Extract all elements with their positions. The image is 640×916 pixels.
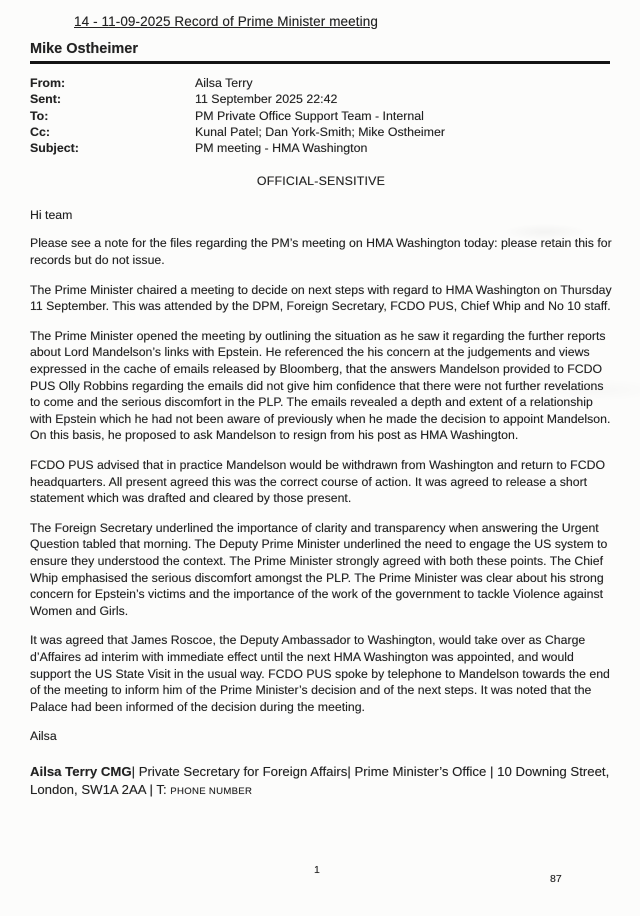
email-signature — [30, 763, 612, 800]
email-header — [30, 75, 612, 156]
classification-banner: OFFICIAL-SENSITIVE — [256, 174, 386, 189]
cc-label: Cc: — [30, 124, 50, 139]
page-title: 14 - 11-09-2025 Record of Prime Minister meeting — [74, 14, 378, 29]
body-paragraph: FCDO PUS advised that in practice Mandelson would be withdrawn from Washington and return to FCDO headquarters. All present agreed this was the correct course of action. It was agreed to release a short statement which was drafted and cleared by those present. — [30, 458, 606, 506]
subject-label: Subject: — [30, 141, 79, 156]
cc-value: Kunal Patel; Dan York-Smith; Mike Ostheimer — [195, 124, 445, 139]
sent-label: Sent: — [30, 92, 61, 107]
email-header-row-to — [30, 108, 612, 124]
email-body — [30, 235, 612, 715]
signature-name: Ailsa Terry CMG — [30, 764, 132, 780]
corner-disclosure-number: 87 — [550, 873, 562, 885]
email-header-row-from — [30, 75, 612, 91]
mailbox-owner-name: Mike Ostheimer — [30, 41, 610, 64]
email-header-row-cc — [30, 124, 612, 140]
body-paragraph: The Prime Minister opened the meeting by outlining the situation as he saw it regarding the further reports about Lord Mandelson’s links with Epstein. He referenced the his concern at the judgements and views expressed in the cache of emails released by Bloomberg, that the answers Mandelson provided to FCDO PUS Olly Robbins regarding the emails did not give him confidence that there were not further revelations to come and the serious discomfort in the PLP. The emails revealed a depth and extent of a relationship with Epstein which he had not been aware of previously when he made the decision to appoint Mandelson. On this basis, he proposed to ask Mandelson to resign from his post as HMA Washington. — [30, 328, 611, 443]
body-paragraph: The Prime Minister chaired a meeting to decide on next steps with regard to HMA Washington on Thursday 11 September. This was attended by the DPM, Foreign Secretary, FCDO PUS, Chief Whip and No 10 staff. — [30, 282, 612, 314]
body-paragraph: Please see a note for the files regarding the PM’s meeting on HMA Washington today: please retain this for records but do not issue. — [30, 236, 612, 268]
sent-value: 11 September 2025 22:42 — [195, 92, 338, 107]
email-greeting: Hi team — [30, 208, 73, 223]
to-value: PM Private Office Support Team - Internal — [195, 108, 424, 123]
email-signoff: Ailsa — [30, 729, 57, 744]
from-value: Ailsa Terry — [195, 76, 253, 90]
email-header-row-sent — [30, 91, 612, 107]
subject-value: PM meeting - HMA Washington — [195, 141, 368, 156]
to-label: To: — [30, 108, 49, 123]
from-label: From: — [30, 76, 66, 90]
email-header-row-subject — [30, 140, 612, 156]
page-number: 1 — [314, 864, 320, 876]
body-paragraph: The Foreign Secretary underlined the importance of clarity and transparency when answering the Urgent Question tabled that morning. The Deputy Prime Minister underlined the need to engage the US system to ensure they understood the context. The Prime Minister strongly agreed with both these points. The Chief Whip emphasised the serious discomfort amongst the PLP. The Prime Minister was clear about his strong concern for Epstein’s victims and the importance of the work of the government to tackle Violence against Women and Girls. — [30, 520, 608, 618]
body-paragraph: It was agreed that James Roscoe, the Deputy Ambassador to Washington, would take over as Charge d’Affaires ad interim with immediate effect until the next HMA Washington was appointed, and would support the US State Visit in the usual way. FCDO PUS spoke by telephone to Mandelson towards the end of the meeting to inform him of the Prime Minister’s decision and of the next steps. It was noted that the Palace had been informed of the decision during the meeting. — [30, 633, 610, 714]
signature-details: | Private Secretary for Foreign Affairs| Prime Minister’s Office | 10 Downing Street, London, SW1A 2AA | T: — [30, 764, 610, 797]
signature-phone-placeholder: PHONE NUMBER — [170, 785, 253, 797]
